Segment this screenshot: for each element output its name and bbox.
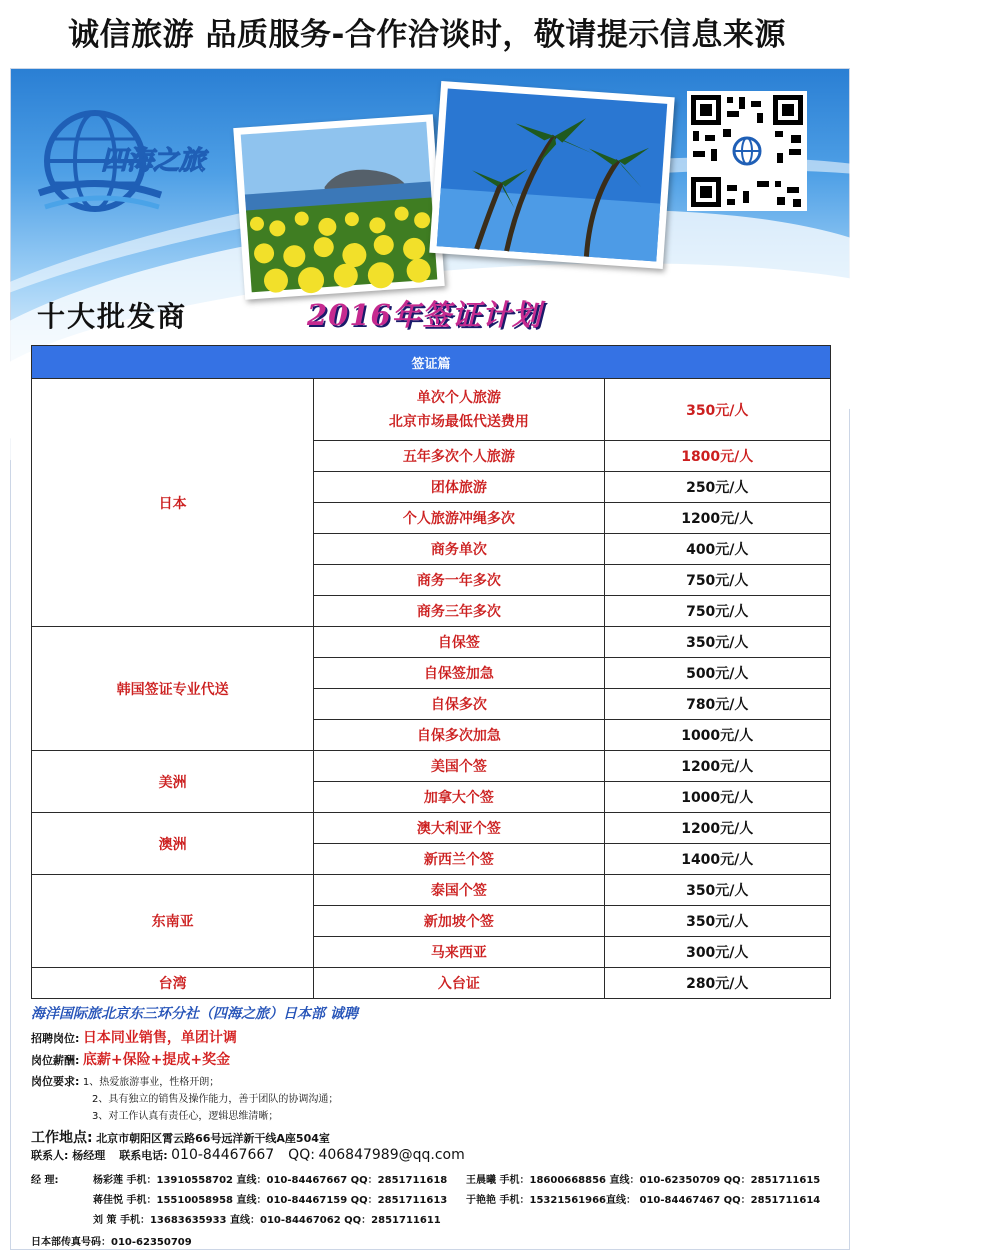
salary-value: 底薪+保险+提成+奖金 (82, 1052, 231, 1068)
price-cell: 1000元/人 (604, 720, 831, 751)
contact-row (31, 1147, 465, 1163)
table-row (32, 875, 831, 906)
region-cell: 东南亚 (32, 875, 314, 968)
price-cell: 1200元/人 (604, 751, 831, 782)
price-cell: 1200元/人 (604, 813, 831, 844)
address-label: 工作地点: (31, 1130, 93, 1146)
item-cell: 澳大利亚个签 (314, 813, 604, 844)
price-cell: 350元/人 (604, 379, 831, 441)
price-cell: 1400元/人 (604, 844, 831, 875)
table-row (32, 379, 831, 441)
contact-label: 联系人: 杨经理 (31, 1149, 106, 1162)
position-label: 招聘岗位: (31, 1032, 80, 1045)
hero-background (11, 69, 849, 369)
address-value: 北京市朝阳区霄云路66号远洋新干线A座504室 (96, 1132, 330, 1145)
item-cell: 团体旅游 (314, 472, 604, 503)
photo-palm-trees (429, 81, 674, 269)
photo-canola-field (233, 114, 445, 300)
visa-price-table (31, 345, 831, 999)
item-cell: 自保签加急 (314, 658, 604, 689)
item-cell: 新西兰个签 (314, 844, 604, 875)
manager-label: 经 理: (31, 1175, 59, 1186)
item-cell: 新加坡个签 (314, 906, 604, 937)
item-cell: 商务一年多次 (314, 565, 604, 596)
item-cell: 自保签 (314, 627, 604, 658)
contact-phone-label: 联系电话: (119, 1149, 168, 1162)
price-cell: 750元/人 (604, 596, 831, 627)
price-cell: 780元/人 (604, 689, 831, 720)
table-row (32, 813, 831, 844)
item-cell: 美国个签 (314, 751, 604, 782)
salary-label: 岗位薪酬: (31, 1054, 80, 1067)
company-heading: 海洋国际旅北京东三环分社（四海之旅）日本部 诚聘 (31, 1006, 358, 1022)
item-cell (314, 379, 604, 441)
table-row (32, 751, 831, 782)
manager-entry: 蒋佳悦 手机：15510058958 直线：010-84467159 QQ：2851711613 (93, 1195, 448, 1206)
price-cell: 1000元/人 (604, 782, 831, 813)
price-cell: 750元/人 (604, 565, 831, 596)
salary-row (31, 1049, 230, 1069)
requirements-label: 岗位要求: (31, 1075, 80, 1088)
item-cell: 商务单次 (314, 534, 604, 565)
price-cell: 280元/人 (604, 968, 831, 999)
flyer (10, 68, 850, 1250)
logo-text: 四海之旅 (101, 146, 206, 176)
item-line: 单次个人旅游 (416, 389, 501, 406)
requirements-row (31, 1073, 219, 1089)
price-cell: 350元/人 (604, 906, 831, 937)
contact-phone-value: 010-84467667 (171, 1147, 275, 1163)
region-cell: 台湾 (32, 968, 314, 999)
contact-qq-label: QQ: (288, 1147, 315, 1163)
manager-entry: 刘 策 手机：13683635933 直线：010-84467062 QQ：2851711611 (93, 1215, 441, 1226)
qr-code (687, 91, 807, 211)
item-cell: 加拿大个签 (314, 782, 604, 813)
requirement-item: 3、对工作认真有责任心，逻辑思维清晰； (92, 1111, 279, 1122)
address-row (31, 1127, 330, 1147)
position-value: 日本同业销售，单团计调 (82, 1030, 237, 1046)
title-visa-plan: 2016年签证计划 (307, 298, 542, 332)
item-cell: 个人旅游冲绳多次 (314, 503, 604, 534)
price-cell: 1200元/人 (604, 503, 831, 534)
manager-entry: 王晨曦 手机：18600668856 直线：010-62350709 QQ：2851711615 (466, 1175, 821, 1186)
contact-qq-value: 406847989@qq.com (318, 1147, 465, 1163)
price-cell: 300元/人 (604, 937, 831, 968)
item-line: 北京市场最低代送费用 (388, 413, 529, 430)
top-banner (0, 0, 854, 62)
table-header: 签证篇 (32, 346, 831, 379)
table-row (32, 968, 831, 999)
manager-entry: 于艳艳 手机：15321561966直线： 010-84467467 QQ：2851711614 (466, 1195, 821, 1206)
price-cell: 350元/人 (604, 875, 831, 906)
region-cell: 美洲 (32, 751, 314, 813)
item-cell: 自保多次 (314, 689, 604, 720)
globe-logo-icon (35, 103, 206, 223)
title-wholesalers: 十大批发商 (37, 300, 188, 333)
requirement-item: 1、热爱旅游事业，性格开朗； (82, 1077, 220, 1088)
manager-entry: 杨彩莲 手机：13910558702 直线：010-84467667 QQ：2851711618 (93, 1175, 448, 1186)
table-row (32, 627, 831, 658)
price-cell: 350元/人 (604, 627, 831, 658)
region-cell: 澳洲 (32, 813, 314, 875)
region-cell: 韩国签证专业代送 (32, 627, 314, 751)
price-cell: 400元/人 (604, 534, 831, 565)
item-cell: 入台证 (314, 968, 604, 999)
item-cell: 泰国个签 (314, 875, 604, 906)
requirement-item: 2、具有独立的销售及操作能力，善于团队的协调沟通； (92, 1094, 339, 1105)
price-cell: 250元/人 (604, 472, 831, 503)
item-cell: 五年多次个人旅游 (314, 441, 604, 472)
item-cell: 马来西亚 (314, 937, 604, 968)
price-cell: 500元/人 (604, 658, 831, 689)
position-row (31, 1027, 237, 1047)
fax-number: 日本部传真号码：010-62350709 (31, 1237, 192, 1248)
item-cell: 自保多次加急 (314, 720, 604, 751)
banner-text: 诚信旅游 品质服务-合作洽谈时，敬请提示信息来源 (68, 16, 786, 53)
price-cell: 1800元/人 (604, 441, 831, 472)
item-cell: 商务三年多次 (314, 596, 604, 627)
region-cell: 日本 (32, 379, 314, 627)
